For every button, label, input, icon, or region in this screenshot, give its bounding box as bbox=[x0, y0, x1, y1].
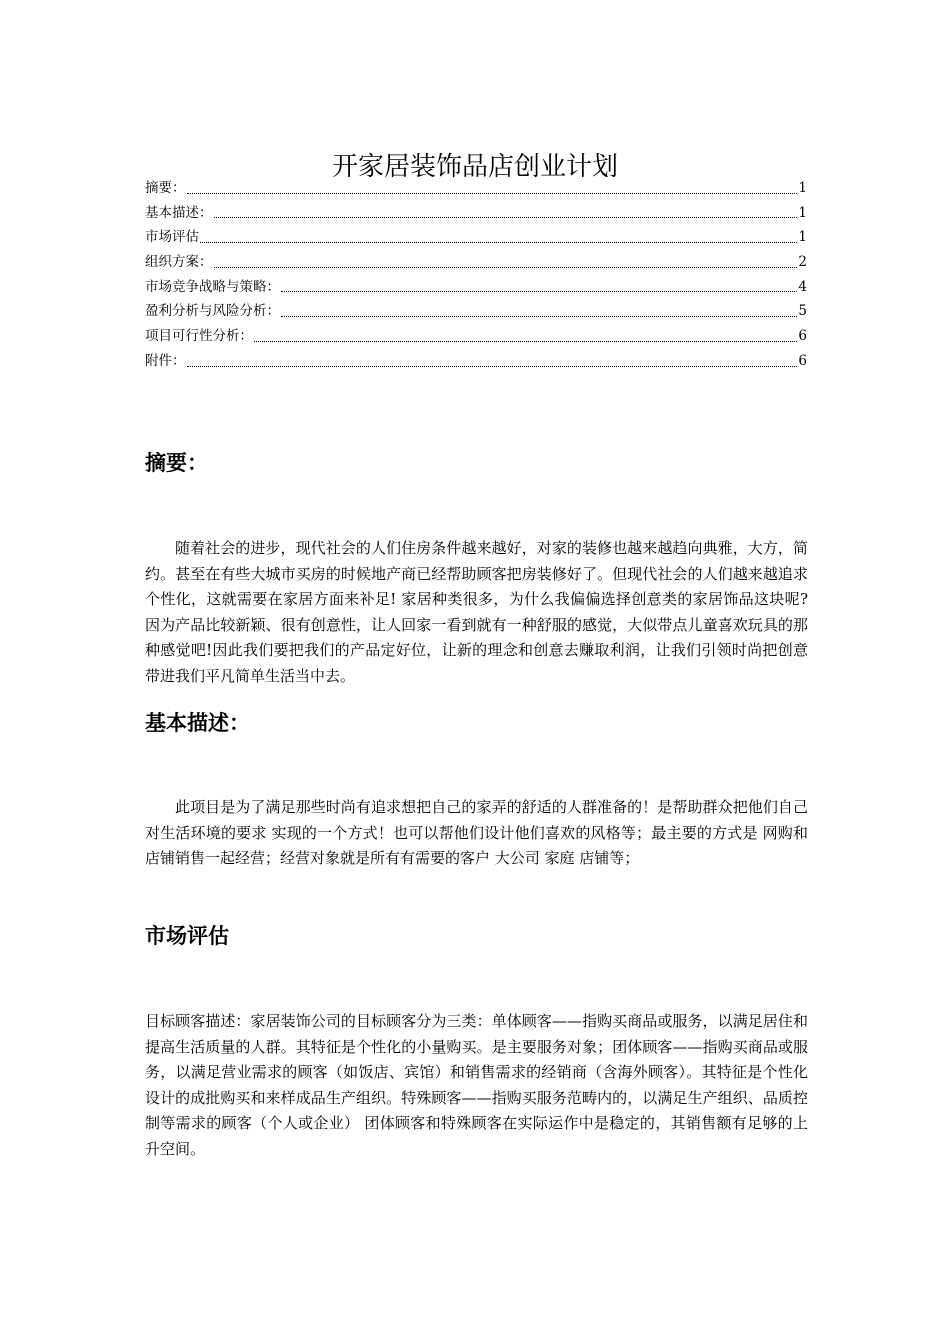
toc-entry[interactable] bbox=[145, 201, 807, 226]
toc-entry[interactable] bbox=[145, 324, 807, 349]
toc-entry-page: 6 bbox=[798, 352, 807, 369]
toc-entry-page: 5 bbox=[798, 303, 807, 320]
toc-entry-page: 1 bbox=[798, 229, 807, 246]
toc-entry-page: 4 bbox=[798, 278, 807, 295]
toc-leader bbox=[214, 217, 798, 218]
toc-leader bbox=[187, 193, 798, 194]
toc-entry-label: 市场评估 bbox=[145, 229, 199, 246]
toc-entry-label: 附件： bbox=[145, 352, 186, 369]
section-heading-market: 市场评估 bbox=[145, 923, 229, 948]
toc-entry-label: 基本描述： bbox=[145, 204, 213, 221]
toc-leader bbox=[187, 366, 798, 367]
table-of-contents bbox=[145, 176, 807, 374]
document-title: 开家居装饰品店创业计划 bbox=[331, 152, 618, 183]
section-heading-basic: 基本描述： bbox=[145, 710, 250, 735]
toc-entry-label: 市场竞争战略与策略： bbox=[145, 278, 280, 295]
toc-entry-page: 2 bbox=[798, 254, 807, 271]
section-body-basic: 此项目是为了满足那些时尚有追求想把自己的家弄的舒适的人群准备的！是帮助群众把他们自己对生活环境的要求 实现的一个方式！也可以帮他们设计他们喜欢的风格等；最主要的方式是 网购和店铺销售一起经营；经营对象就是所有有需要的客户 大公司 家庭 店铺等； bbox=[145, 798, 808, 867]
section-body-market: 目标顾客描述：家居装饰公司的目标顾客分为三类：单体顾客——指购买商品或服务，以满足居住和提高生活质量的人群。其特征是个性化的小量购买。是主要服务对象；团体顾客——指购买商品或服务，以满足营业需求的顾客（如饭店、宾馆）和销售需求的经销商（含海外顾客）。其特征是个性化设计的成批购买和来样成品生产组织。特殊顾客——指购买服务范畴内的，以满足生产组织、品质控制等需求的顾客（个人或企业） 团体顾客和特殊顾客在实际运作中是稳定的，其销售额有足够的上升空间。 bbox=[145, 1012, 808, 1158]
toc-leader bbox=[200, 242, 797, 243]
toc-leader bbox=[281, 316, 797, 317]
toc-entry[interactable] bbox=[145, 275, 807, 300]
toc-entry-page: 1 bbox=[798, 204, 807, 221]
toc-entry[interactable] bbox=[145, 225, 807, 250]
section-heading-abstract: 摘要： bbox=[145, 450, 208, 475]
toc-entry-label: 盈利分析与风险分析： bbox=[145, 303, 280, 320]
section-body-abstract: 随着社会的进步，现代社会的人们住房条件越来越好，对家的装修也越来越趋向典雅，大方，简约。甚至在有些大城市买房的时候地产商已经帮助顾客把房装修好了。但现代社会的人们越来越追求个性化，这就需要在家居方面来补足! 家居种类很多，为什么我偏偏选择创意类的家居饰品这块呢?因为产品比较新颖、很有创意性，让人回家一看到就有一种舒服的感觉，大似带点儿童喜欢玩具的那种感觉吧!因此我们要把我们的产品定好位，让新的理念和创意去赚取利润，让我们引领时尚把创意带进我们平凡简单生活当中去。 bbox=[145, 539, 808, 685]
toc-leader bbox=[281, 291, 797, 292]
toc-entry[interactable] bbox=[145, 349, 807, 374]
toc-entry-page: 1 bbox=[798, 180, 807, 196]
toc-leader bbox=[254, 341, 797, 342]
toc-entry[interactable] bbox=[145, 299, 807, 324]
toc-entry[interactable] bbox=[145, 176, 807, 201]
toc-entry-page: 6 bbox=[798, 328, 807, 345]
toc-leader bbox=[214, 267, 798, 268]
toc-entry-label: 组织方案： bbox=[145, 254, 213, 271]
toc-entry-label: 摘要： bbox=[145, 180, 186, 196]
toc-entry[interactable] bbox=[145, 250, 807, 275]
toc-entry-label: 项目可行性分析： bbox=[145, 328, 253, 345]
